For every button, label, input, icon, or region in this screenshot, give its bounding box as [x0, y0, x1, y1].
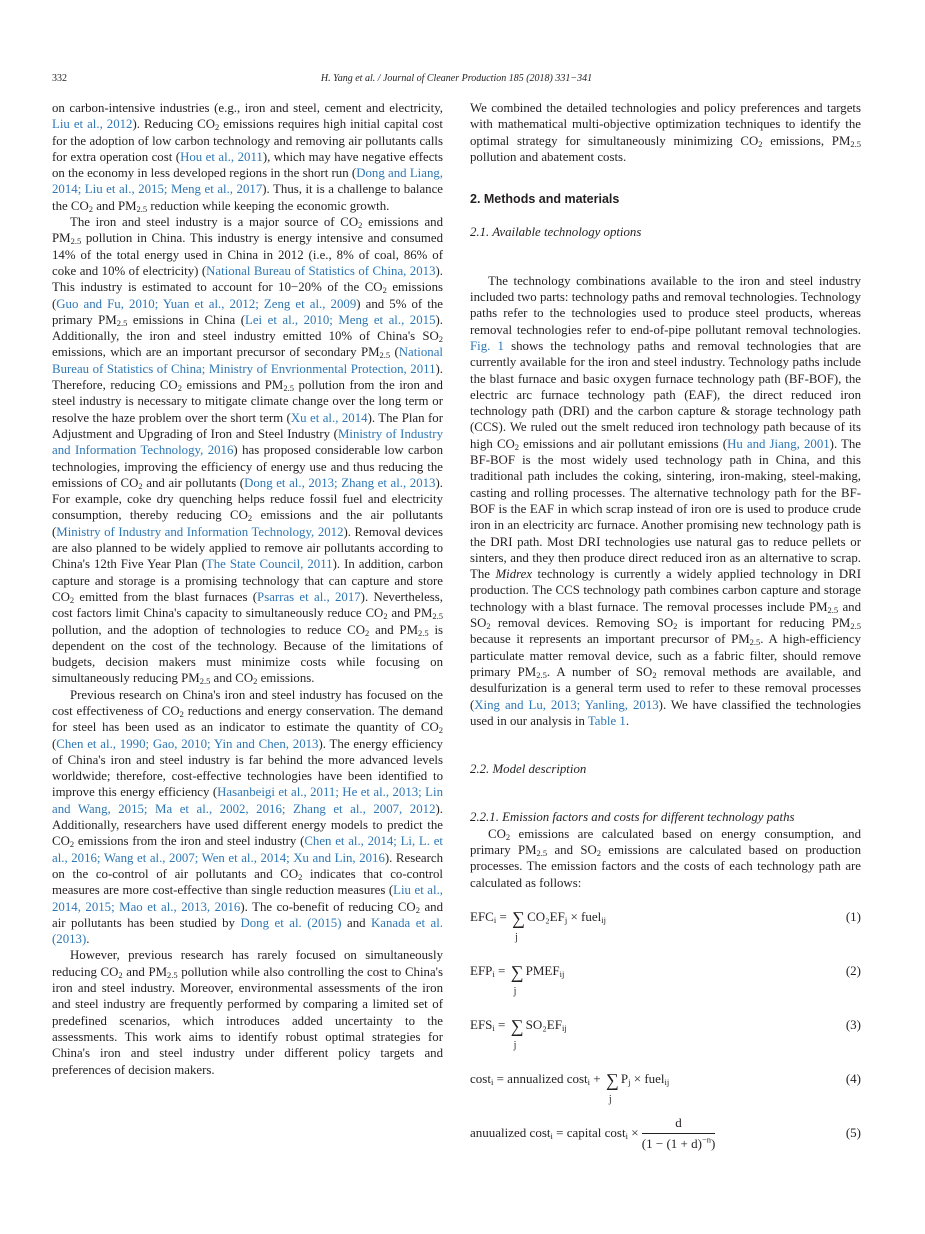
left-column [52, 100, 443, 1078]
fraction: $\frac{d}{(1 - (1 + d)^{-n})}$ [641, 1114, 716, 1152]
summation-symbol: ∑ j [512, 907, 525, 943]
running-header [52, 73, 861, 89]
summation-symbol: ∑ j [510, 1015, 524, 1051]
citation-link[interactable]: National Bureau of Statistics of China, 2013 [206, 263, 436, 278]
right-column [470, 100, 861, 1167]
summation-symbol: ∑ j [510, 961, 524, 997]
citation-link[interactable]: Chen et al., 1990; Gao, 2010; Yin and Chen, 2013 [56, 736, 319, 751]
citation-link[interactable]: Psarras et al., 2017 [257, 589, 361, 604]
citation-link[interactable]: Chen et al., 2014; Li, L. et al., 2016; Wang et al., 2007; Wen et al., 2014; Xu and Lin, 2016 [52, 834, 443, 865]
citation-link[interactable]: Ministry of Industry and Information Technology, 2016 [52, 426, 443, 458]
equation-1: $EFC_i$ = ∑ j $CO_2EF_j$ × fuel$_{ij}$ (1) [470, 907, 861, 943]
citation-link[interactable]: Liu et al., 2014, 2015; Mao et al., 2013, 2016 [52, 883, 444, 914]
equation-number: (5) [845, 1124, 861, 1140]
body-paragraph: The iron and steel industry is a major source of $CO_2$ emissions and $PM_{2.5}$ pollution in China. This industry is energy intensive and consumed 14% of the total energy used in China in 2012 (i.e., 8% of coal, 86% of coke and 10% of electricity) (National Bureau of Statistics of China, 2013). This industry is estimated to account for 10−20% of the $CO_2$ emissions (Guo and Fu, 2010; Yuan et al., 2012; Zeng et al., 2009) and 5% of the primary $PM_{2.5}$ emissions in China (Lei et al., 2010; Meng et al., 2015). Additionally, the iron and steel industry emitted 10% of China's $SO_2$ emissions, which are an important precursor of secondary $PM_{2.5}$ (National Bureau of Statistics of China; Ministry of Envrionmental Protection, 2011). Therefore, reducing $CO_2$ emissions and $PM_{2.5}$ pollution from the iron and steel industry is necessary to mitigate climate change over the long term or resolve the haze problem over the short term (Xu et al., 2014). The Plan for Adjustment and Upgrading of Iron and Steel Industry (Ministry of Industry and Information Technology, 2016) has proposed considerable low carbon technologies, improving the efficiency of energy use and thus reducing the emissions of $CO_2$ and air pollutants (Dong et al., 2013; Zhang et al., 2013). For example, coke dry quenching helps reduce fossil fuel and electricity consumption, thereby reducing $CO_2$ emissions and the air pollutants (Ministry of Industry and Information Technology, 2012). Removal devices are also planned to be widely applied to remove air pollutants according to China's 12th Five Year Plan (The State Council, 2011). In addition, carbon capture and storage is a promising technology that can capture and store $CO_2$ emitted from the blast furnaces (Psarras et al., 2017). Nevertheless, cost factors limit China's capacity to simultaneously reduce $CO_2$ and $PM_{2.5}$ pollution, and the adoption of technologies to reduce $CO_2$ and $PM_{2.5}$ is dependent on the cost of the technology. Because of the limitations of budgets, decision makers must minimize costs while focusing on simultaneously reducing $PM_{2.5}$ and $CO_2$ emissions. [52, 215, 444, 687]
body-paragraph: on carbon-intensive industries (e.g., iron and steel, cement and electricity, Liu et al., 2012). Reducing $CO_2$ emissions requires high initial capital cost for the adoption of low carbon technology and removing air pollutants calls for extra operation cost (Hou et al., 2011), which may have negative effects on the economy in less developed regions in the short run (Dong and Liang, 2014; Liu et al., 2015; Meng et al., 2017). Thus, it is a challenge to balance the $CO_2$ and $PM_{2.5}$ reduction while keeping the economic growth. [52, 101, 443, 214]
citation-link[interactable]: Kanada et al. (2013) [52, 915, 443, 947]
equation-3: $EFS_i$ = ∑ j $SO_2EF_{ij}$ (3) [470, 1015, 861, 1051]
citation-link[interactable]: Fig. 1 [470, 338, 504, 353]
citation-link[interactable]: Guo and Fu, 2010; Yuan et al., 2012; Zeng et al., 2009 [56, 296, 357, 311]
body-paragraph: $CO_2$ emissions are calculated based on energy consumption, and primary $PM_{2.5}$ and $SO_2$ emissions are calculated based on production processes. The emission factors and the costs of each technology path are calculated as follows: [470, 826, 861, 890]
summation-symbol: ∑ j [605, 1069, 619, 1105]
equation-4: cost$_i$ = annualized cost$_i$ + ∑ j $P_j$ × fuel$_{ij}$ (4) [470, 1069, 861, 1105]
subsection-heading: 2.2. Model description [470, 762, 587, 777]
equation-number: (4) [845, 1070, 861, 1086]
citation-link[interactable]: Lei et al., 2010; Meng et al., 2015 [245, 312, 436, 327]
citation-link[interactable]: Hu and Jiang, 2001 [727, 436, 830, 451]
subsubsection-heading: 2.2.1. Emission factors and costs for different technology paths [470, 810, 795, 825]
citation-link[interactable]: Hasanbeigi et al., 2011; He et al., 2013; Lin and Wang, 2015; Ma et al., 2002, 2016; Zhang et al., 2007, 2012 [52, 785, 443, 816]
page-number: 332 [52, 73, 67, 84]
citation-link[interactable]: Table 1 [587, 713, 626, 728]
equation-number: (2) [845, 962, 861, 978]
body-paragraph: However, previous research has rarely focused on simultaneously reducing $CO_2$ and $PM_{2.5}$ pollution while also controlling the cost to China's iron and steel industry. Moreover, environmental assessments of the iron and steel industry are frequently performed by comparing a limited set of predefined scenarios, which introduces added uncertainty to the assessments. This work aims to identify robust optimal strategies for China's iron and steel industry under different policy targets and preferences of decision makers. [52, 948, 443, 1077]
body-paragraph: Previous research on China's iron and steel industry has focused on the cost effectiveness of $CO_2$ reductions and energy conservation. The demand for steel has been used as an indicator to estimate the quantity of $CO_2$ (Chen et al., 1990; Gao, 2010; Yin and Chen, 2013). The energy efficiency of China's iron and steel industry is far behind the more advanced levels worldwide; therefore, cost-effective technologies have been identified to improve this energy efficiency (Hasanbeigi et al., 2011; He et al., 2013; Lin and Wang, 2015; Ma et al., 2002, 2016; Zhang et al., 2007, 2012). Additionally, researchers have used different energy models to predict the $CO_2$ emissions from the iron and steel industry (Chen et al., 2014; Li, L. et al., 2016; Wang et al., 2007; Wen et al., 2014; Xu and Lin, 2016). Research on the co-control of air pollutants and $CO_2$ indicates that co-control measures are more cost-effective than single reduction measures (Liu et al., 2014, 2015; Mao et al., 2013, 2016). The co-benefit of reducing $CO_2$ and air pollutants has been studied by Dong et al. (2015) and Kanada et al. (2013). [52, 687, 444, 947]
equation-2: $EFP_i$ = ∑ j $PMEF_{ij}$ (2) [470, 961, 861, 997]
citation-link[interactable]: Dong and Liang, 2014; Liu et al., 2015; Meng et al., 2017 [52, 166, 443, 197]
citation-link[interactable]: Hou et al., 2011 [180, 149, 263, 164]
body-paragraph: We combined the detailed technologies and policy preferences and targets with mathematical multi-objective optimization techniques to identify the optimal strategy for simultaneously minimizing $CO_2$ emissions, $PM_{2.5}$ pollution and abatement costs. [470, 101, 861, 164]
equation-5: anuualized cost$_i$ = capital cost$_i$ × $\frac{d}{(1 - (1 + d)^{-n})}$ (5) [470, 1114, 861, 1152]
citation-link[interactable]: Xing and Lu, 2013; Yanling, 2013 [474, 697, 659, 712]
subsection-heading: 2.1. Available technology options [470, 225, 642, 240]
journal-citation: H. Yang et al. / Journal of Cleaner Production 185 (2018) 331−341 [320, 73, 593, 84]
equation-number: (3) [845, 1016, 861, 1032]
citation-link[interactable]: Ministry of Industry and Information Technology, 2012 [56, 524, 344, 539]
equation-number: (1) [845, 908, 861, 924]
citation-link[interactable]: Xu et al., 2014 [290, 410, 368, 425]
citation-link[interactable]: National Bureau of Statistics of China; Ministry of Envrionmental Protection, 2011 [52, 345, 443, 376]
body-paragraph: The technology combinations available to the iron and steel industry included two parts: technology paths and removal technologies. Technology paths refer to the technologies used to produce steel products, whereas removal technologies refer to end-of-pipe pollutant removal technologies. Fig. 1 shows the technology paths and removal technologies that are currently available for the iron and steel industry. Technology paths include the blast furnace and basic oxygen furnace technology path (BF-BOF), the electric arc furnace technology path (EAF), the direct reduced iron technology path (DRI) and the carbon capture & storage technology path (CCS). We ruled out the smelt reduced iron technology path because of its high $CO_2$ emissions and air pollutant emissions (Hu and Jiang, 2001). The BF-BOF is the most widely used technology path in China, and this traditional path includes the coking, sintering, iron-making, steel-making, casting and rolling processes. The alternative technology path for the BF-BOF is the EAF in which scrap instead of iron ore is used to produce crude iron in an electricity arc furnace. Another promising new technology path is the DRI path. Most DRI technologies use natural gas to reduce pellets or sinters, and they then produce direct reduced iron as an alternative to scrap. The Midrex technology is currently a widely applied technology in DRI production. The CCS technology path combines carbon capture and storage technology with a blast furnace. The removal processes include $PM_{2.5}$ and $SO_2$ removal devices. Removing $SO_2$ is important for reducing $PM_{2.5}$ because it represents an important precursor of $PM_{2.5}$. A high-efficiency particulate matter removal device, such as a fabric filter, should remove primary $PM_{2.5}$. A number of $SO_2$ removal methods are available, and desulfurization is a general term used to refer to these removal processes (Xing and Lu, 2013; Yanling, 2013). We have classified the technologies used in our analysis in Table 1. [470, 273, 862, 728]
citation-link[interactable]: Dong et al., 2013; Zhang et al., 2013 [244, 475, 436, 490]
citation-link[interactable]: Dong et al. (2015) [240, 915, 342, 930]
citation-link[interactable]: The State Council, 2011 [205, 557, 333, 572]
citation-link[interactable]: Liu et al., 2012 [52, 117, 133, 132]
section-heading: 2. Methods and materials [470, 192, 620, 207]
